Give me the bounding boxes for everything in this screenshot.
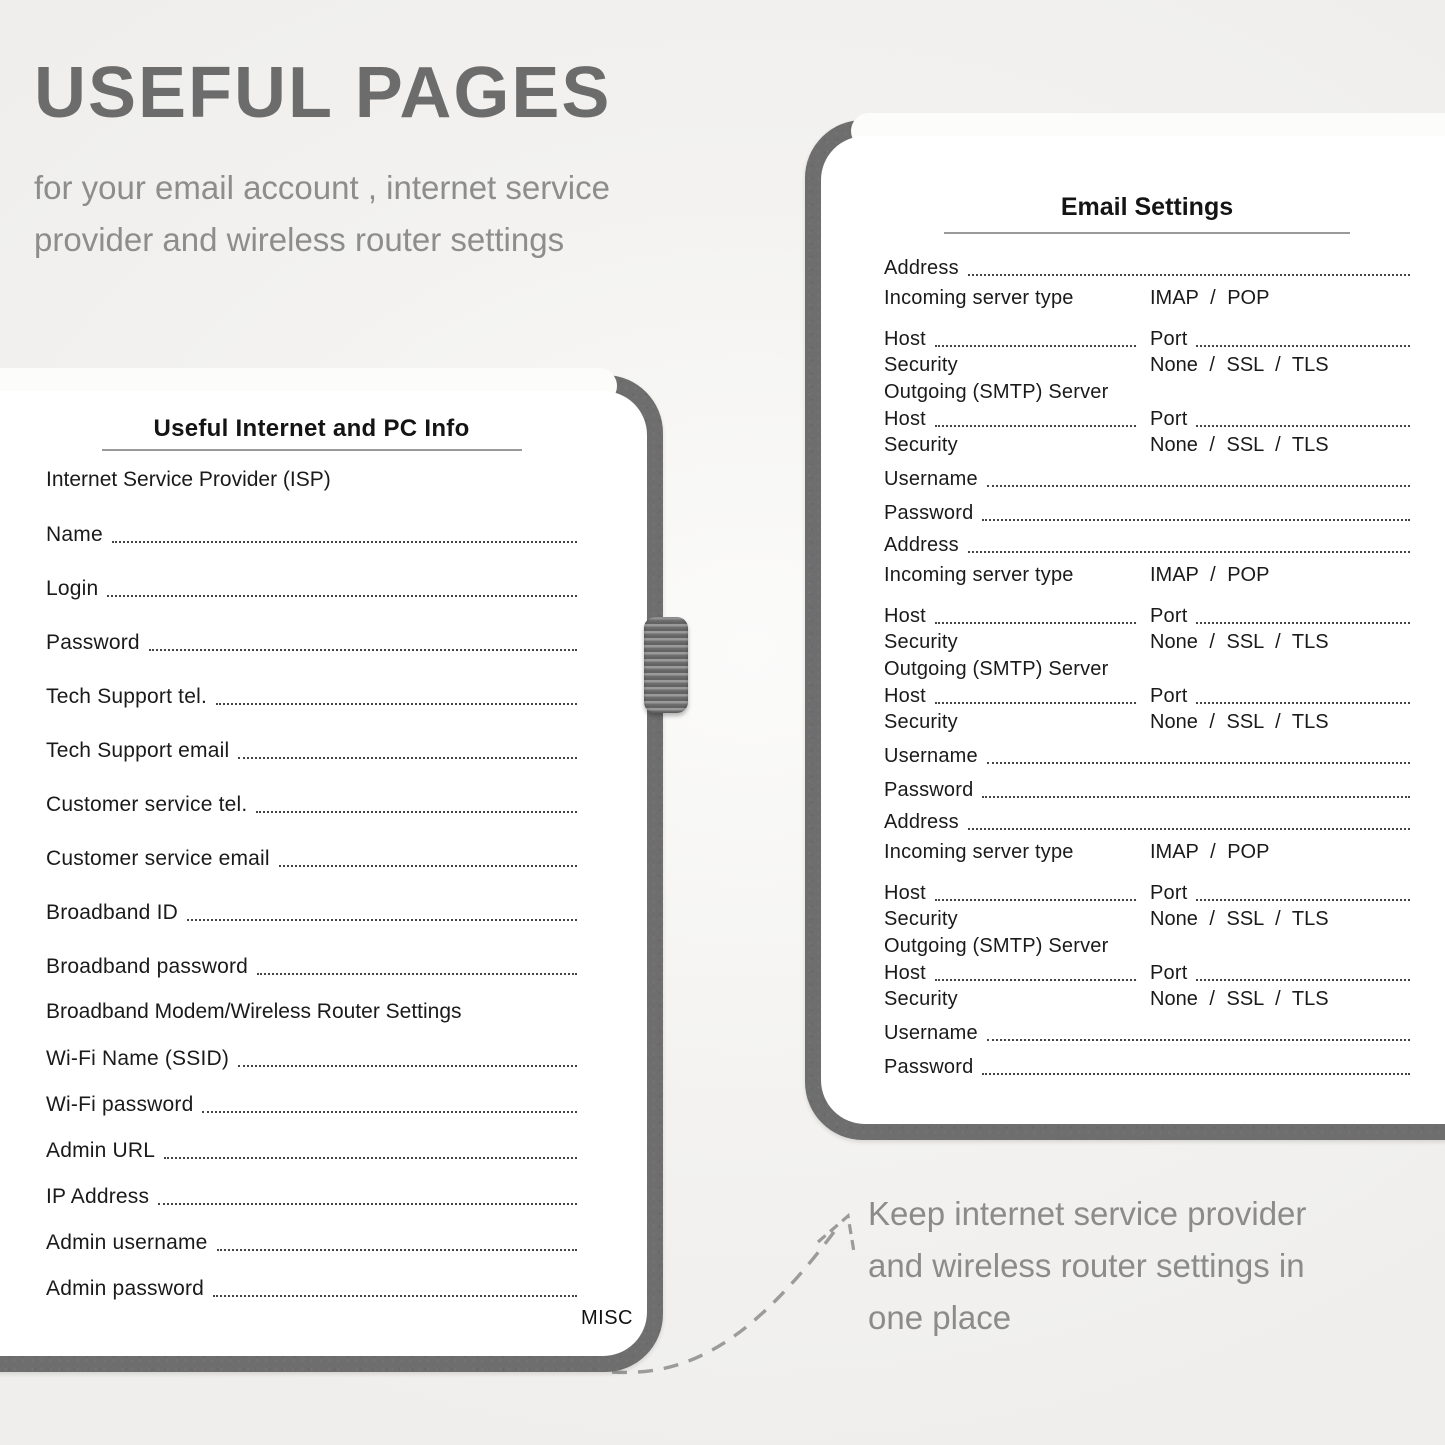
outgoing-host-port-row — [884, 958, 1410, 985]
server-type-options: IMAP / POP — [1150, 841, 1270, 863]
dotted-fill-line — [217, 1249, 577, 1251]
form-field-row — [46, 709, 577, 763]
field-label: Admin password — [46, 1277, 205, 1300]
outgoing-security-row — [884, 708, 1410, 734]
field-label: Security — [884, 354, 958, 376]
field-label: Broadband password — [46, 955, 249, 978]
dotted-fill-line — [968, 274, 1410, 276]
form-field-row — [46, 655, 577, 709]
field-label: Name — [46, 523, 103, 546]
dotted-fill-line — [935, 345, 1136, 347]
incoming-host-port-row — [884, 878, 1410, 905]
pen-loop-elastic — [644, 617, 688, 713]
dotted-fill-line — [1196, 702, 1410, 704]
port-cell — [1150, 882, 1410, 905]
subtitle-line-1: for your email account , internet service — [34, 168, 610, 206]
port-cell — [1150, 962, 1410, 985]
field-label: Wi-Fi Name (SSID) — [46, 1047, 230, 1070]
dotted-fill-line — [987, 485, 1410, 487]
outgoing-server-header: Outgoing (SMTP) Server — [884, 658, 1109, 680]
dotted-fill-line — [202, 1111, 577, 1113]
field-label: Login — [46, 577, 99, 600]
security-options: None / SSL / TLS — [1150, 434, 1329, 456]
username-row — [884, 457, 1410, 491]
subtitle-line-2: provider and wireless router settings — [34, 221, 565, 259]
dotted-fill-line — [987, 1039, 1410, 1041]
port-cell — [1150, 685, 1410, 708]
field-label: Username — [884, 468, 978, 490]
field-label: Wi-Fi password — [46, 1093, 194, 1116]
heading-underline — [102, 449, 522, 451]
field-label: Password — [884, 779, 974, 801]
field-label: Host — [884, 962, 926, 984]
field-label: Username — [884, 1022, 978, 1044]
field-label: Password — [46, 631, 140, 654]
dotted-fill-line — [1196, 979, 1410, 981]
password-row — [884, 768, 1410, 802]
host-cell — [884, 962, 1136, 985]
host-cell — [884, 882, 1136, 905]
dotted-fill-line — [216, 703, 577, 705]
row-spacer — [884, 864, 1410, 878]
form-field-row — [46, 1071, 577, 1117]
dotted-fill-line — [935, 979, 1136, 981]
field-label: Incoming server type — [884, 841, 1074, 863]
form-field-row — [46, 871, 577, 925]
port-cell — [1150, 408, 1410, 431]
notebook-left-cover — [0, 375, 663, 1372]
email-settings-block — [884, 248, 1410, 525]
page-title: USEFUL PAGES — [34, 53, 612, 133]
field-label: Security — [884, 988, 958, 1010]
router-section-header: Broadband Modem/Wireless Router Settings — [46, 1000, 462, 1023]
dotted-fill-line — [213, 1295, 577, 1297]
dotted-fill-line — [107, 595, 577, 597]
field-label: Host — [884, 882, 926, 904]
field-label: Customer service tel. — [46, 793, 248, 816]
field-label: Broadband ID — [46, 901, 178, 924]
host-cell — [884, 605, 1136, 628]
dotted-fill-line — [158, 1203, 577, 1205]
field-label: Admin username — [46, 1231, 208, 1254]
form-field-row — [46, 1255, 577, 1301]
dotted-fill-line — [968, 551, 1410, 553]
form-field-row — [46, 493, 577, 547]
incoming-host-port-row — [884, 324, 1410, 351]
dotted-fill-line — [987, 762, 1410, 764]
notebook-right-page — [821, 136, 1445, 1124]
field-label: Host — [884, 685, 926, 707]
dotted-fill-line — [1196, 622, 1410, 624]
incoming-security-row — [884, 351, 1410, 377]
dotted-fill-line — [982, 1073, 1410, 1075]
field-label: Address — [884, 257, 959, 279]
username-row — [884, 1011, 1410, 1045]
field-label: Port — [1150, 882, 1188, 904]
field-label: Port — [1150, 408, 1188, 430]
security-options: None / SSL / TLS — [1150, 631, 1329, 653]
form-field-row — [46, 547, 577, 601]
dotted-fill-line — [279, 865, 577, 867]
field-label: Security — [884, 434, 958, 456]
incoming-host-port-row — [884, 601, 1410, 628]
dotted-fill-line — [238, 1065, 577, 1067]
form-field-row — [46, 1025, 577, 1071]
host-cell — [884, 685, 1136, 708]
notebook-right-cover — [805, 120, 1445, 1140]
dotted-fill-line — [935, 899, 1136, 901]
form-field-row — [46, 1117, 577, 1163]
security-options: None / SSL / TLS — [1150, 908, 1329, 930]
field-label: Password — [884, 1056, 974, 1078]
left-page-heading: Useful Internet and PC Info — [153, 415, 470, 442]
password-row — [884, 491, 1410, 525]
caption-line-1: Keep internet service provider — [868, 1195, 1307, 1232]
email-settings-block — [884, 525, 1410, 802]
field-label: Security — [884, 631, 958, 653]
incoming-security-row — [884, 628, 1410, 654]
port-cell — [1150, 328, 1410, 351]
field-label: Address — [884, 534, 959, 556]
field-label: IP Address — [46, 1185, 150, 1208]
incoming-security-row — [884, 905, 1410, 931]
field-label: Security — [884, 908, 958, 930]
field-label: Port — [1150, 962, 1188, 984]
server-type-options: IMAP / POP — [1150, 287, 1270, 309]
dotted-fill-line — [256, 811, 577, 813]
field-label: Username — [884, 745, 978, 767]
dotted-fill-line — [935, 702, 1136, 704]
email-page-heading: Email Settings — [1060, 193, 1234, 221]
address-row — [884, 248, 1410, 280]
dotted-fill-line — [257, 973, 577, 975]
notebook-left-page — [0, 391, 647, 1356]
dotted-fill-line — [238, 757, 577, 759]
form-field-row — [46, 601, 577, 655]
dotted-fill-line — [968, 828, 1410, 830]
dotted-fill-line — [935, 425, 1136, 427]
email-settings-block — [884, 802, 1410, 1079]
caption-line-2: and wireless router settings in — [868, 1247, 1305, 1285]
outgoing-server-header: Outgoing (SMTP) Server — [884, 935, 1109, 957]
caption-line-3: one place — [868, 1299, 1012, 1337]
form-field-row — [46, 925, 577, 979]
dotted-fill-line — [935, 622, 1136, 624]
username-row — [884, 734, 1410, 768]
field-label: Port — [1150, 328, 1188, 350]
dotted-fill-line — [982, 796, 1410, 798]
form-field-row — [46, 1209, 577, 1255]
field-label: Customer service email — [46, 847, 270, 870]
caption-note — [868, 1188, 1306, 1344]
host-cell — [884, 408, 1136, 431]
port-cell — [1150, 605, 1410, 628]
form-field-row — [46, 1163, 577, 1209]
security-options: None / SSL / TLS — [1150, 988, 1329, 1010]
host-cell — [884, 328, 1136, 351]
field-label: Incoming server type — [884, 287, 1074, 309]
row-spacer — [884, 587, 1410, 601]
security-options: None / SSL / TLS — [1150, 354, 1329, 376]
dotted-fill-line — [149, 649, 577, 651]
field-label: Host — [884, 328, 926, 350]
dotted-fill-line — [1196, 345, 1410, 347]
outgoing-server-header: Outgoing (SMTP) Server — [884, 381, 1109, 403]
outgoing-security-row — [884, 431, 1410, 457]
hero-header — [34, 53, 794, 267]
field-label: Security — [884, 711, 958, 733]
outgoing-host-port-row — [884, 681, 1410, 708]
form-field-row — [46, 763, 577, 817]
incoming-server-type-row — [884, 557, 1410, 587]
field-label: Host — [884, 408, 926, 430]
outgoing-security-row — [884, 985, 1410, 1011]
dotted-fill-line — [1196, 899, 1410, 901]
row-spacer — [884, 310, 1410, 324]
isp-section-header: Internet Service Provider (ISP) — [46, 468, 331, 491]
server-type-options: IMAP / POP — [1150, 564, 1270, 586]
dotted-fill-line — [982, 519, 1410, 521]
field-label: Password — [884, 502, 974, 524]
email-page-content — [884, 192, 1410, 1079]
email-account-blocks — [884, 248, 1410, 1079]
page-subtitle — [34, 162, 794, 268]
dotted-fill-line — [164, 1157, 577, 1159]
address-row — [884, 525, 1410, 557]
heading-underline — [944, 232, 1350, 234]
field-label: Host — [884, 605, 926, 627]
dotted-fill-line — [187, 919, 577, 921]
field-label: Tech Support email — [46, 739, 230, 762]
form-field-row — [46, 817, 577, 871]
incoming-server-type-row — [884, 280, 1410, 310]
left-page-content — [46, 415, 577, 1301]
security-options: None / SSL / TLS — [1150, 711, 1329, 733]
password-row — [884, 1045, 1410, 1079]
incoming-server-type-row — [884, 834, 1410, 864]
field-label: Port — [1150, 605, 1188, 627]
dotted-fill-line — [1196, 425, 1410, 427]
address-row — [884, 802, 1410, 834]
dotted-fill-line — [112, 541, 577, 543]
field-label: Admin URL — [46, 1139, 156, 1162]
field-label: Tech Support tel. — [46, 685, 207, 708]
field-label: Port — [1150, 685, 1188, 707]
misc-page-tab: MISC — [581, 1307, 633, 1329]
field-label: Incoming server type — [884, 564, 1074, 586]
field-label: Address — [884, 811, 959, 833]
outgoing-host-port-row — [884, 404, 1410, 431]
